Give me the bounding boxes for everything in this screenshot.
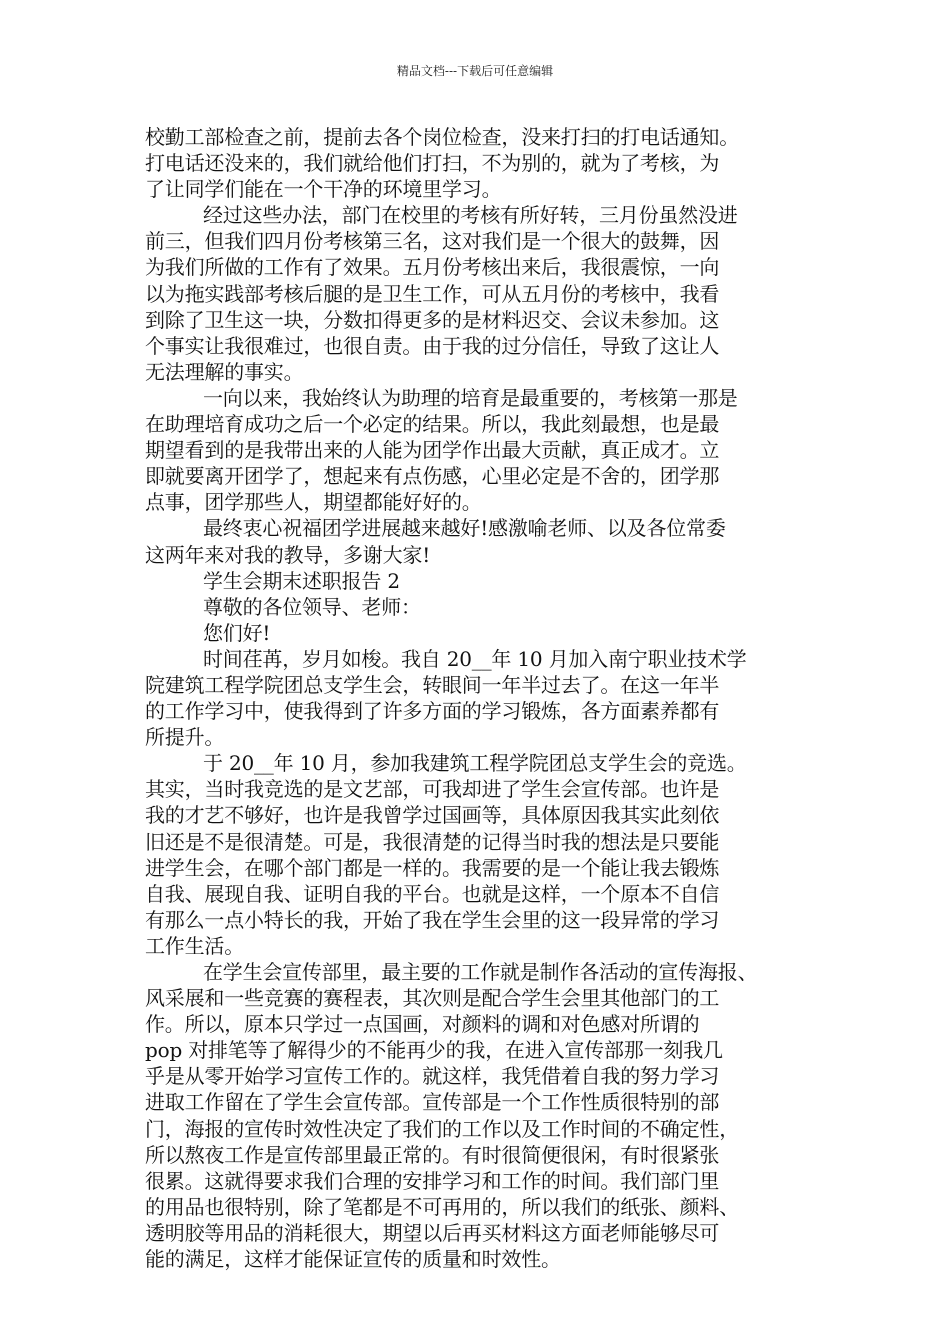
text-line: 进取工作留在了学生会宣传部。宣传部是一个工作性质很特别的部 (145, 1090, 720, 1115)
text-line: 前三，但我们四月份考核第三名，这对我们是一个很大的鼓舞，因 (145, 229, 720, 254)
text-line: 我的才艺不够好，也许是我曾学过国画等，具体原因我其实此刻依 (145, 803, 720, 828)
text-line: 最终衷心祝福团学进展越来越好!感激喻老师、以及各位常委 (203, 516, 726, 541)
text-line: 经过这些办法，部门在校里的考核有所好转，三月份虽然没进 (203, 203, 738, 228)
text-line: 期望看到的是我带出来的人能为团学作出最大贡献，真正成才。立 (145, 438, 720, 463)
document-body (145, 124, 825, 1272)
text-line: 在助理培育成功之后一个必定的结果。所以，我此刻最想，也是最 (145, 412, 720, 437)
text-line: 所以熬夜工作是宣传部里最正常的。有时很简便很闲，有时很紧张 (145, 1142, 720, 1167)
text-line: 打电话还没来的，我们就给他们打扫，不为别的，就为了考核，为 (145, 151, 720, 176)
text-line: 的工作学习中，使我得到了许多方面的学习锻炼，各方面素养都有 (145, 699, 720, 724)
text-line: 其实，当时我竞选的是文艺部，可我却进了学生会宣传部。也许是 (145, 777, 720, 802)
text-line: 您们好! (203, 620, 271, 645)
text-line: 乎是从零开始学习宣传工作的。就这样，我凭借着自我的努力学习 (145, 1064, 720, 1089)
text-line: 所提升。 (145, 725, 225, 750)
text-line: 作。所以，原本只学过一点国画，对颜料的调和对色感对所谓的 (145, 1012, 700, 1037)
text-line: pop 对排笔等了解得少的不能再少的我，在进入宣传部那一刻我几 (145, 1038, 723, 1063)
text-line: 为我们所做的工作有了效果。五月份考核出来后，我很震惊，一向 (145, 255, 720, 280)
text-line: 时间荏苒，岁月如梭。我自 20__年 10 月加入南宁职业技术学 (203, 646, 747, 671)
text-line: 有那么一点小特长的我，开始了我在学生会里的这一段异常的学习 (145, 907, 720, 932)
text-line: 了让同学们能在一个干净的环境里学习。 (145, 177, 502, 202)
text-line: 风采展和一些竞赛的赛程表，其次则是配合学生会里其他部门的工 (145, 986, 720, 1011)
text-line: 尊敬的各位领导、老师： (203, 594, 421, 619)
text-line: 个事实让我很难过，也很自责。由于我的过分信任，导致了这让人 (145, 333, 720, 358)
text-line: 一向以来，我始终认为助理的培育是最重要的，考核第一那是 (203, 385, 738, 410)
text-line: 工作生活。 (145, 933, 244, 958)
text-line: 于 20__年 10 月，参加我建筑工程学院团总支学生会的竞选。 (203, 751, 747, 776)
text-line: 很累。这就得要求我们合理的安排学习和工作的时间。我们部门里 (145, 1168, 720, 1193)
text-line: 到除了卫生这一块，分数扣得更多的是材料迟交、会议未参加。这 (145, 307, 720, 332)
text-line: 的用品也很特别，除了笔都是不可再用的，所以我们的纸张、颜料、 (145, 1194, 739, 1219)
text-line: 点事，团学那些人，期望都能好好的。 (145, 490, 482, 515)
text-line: 校勤工部检查之前，提前去各个岗位检查，没来打扫的打电话通知。 (145, 125, 739, 149)
page-header: 精品文档---下载后可任意编辑 (396, 64, 554, 78)
text-line: 透明胶等用品的消耗很大，期望以后再买材料这方面老师能够尽可 (145, 1220, 720, 1245)
text-line: 进学生会，在哪个部门都是一样的。我需要的是一个能让我去锻炼 (145, 855, 720, 880)
text-line: 能的满足，这样才能保证宣传的质量和时效性。 (145, 1247, 561, 1272)
text-line: 无法理解的事实。 (145, 359, 304, 384)
text-line: 学生会期末述职报告 2 (203, 568, 400, 593)
text-line: 门，海报的宣传时效性决定了我们的工作以及工作时间的不确定性， (145, 1116, 739, 1141)
text-line: 在学生会宣传部里，最主要的工作就是制作各活动的宣传海报、 (203, 960, 758, 984)
text-line: 即就要离开团学了，想起来有点伤感，心里必定是不舍的，团学那 (145, 464, 720, 489)
text-line: 旧还是不是很清楚。可是，我很清楚的记得当时我的想法是只要能 (145, 829, 720, 854)
text-line: 以为拖实践部考核后腿的是卫生工作，可从五月份的考核中，我看 (145, 281, 720, 306)
text-line: 自我、展现自我、证明自我的平台。也就是这样，一个原本不自信 (145, 881, 720, 906)
text-line: 这两年来对我的教导，多谢大家! (145, 542, 431, 567)
text-line: 院建筑工程学院团总支学生会，转眼间一年半过去了。在这一年半 (145, 672, 720, 697)
